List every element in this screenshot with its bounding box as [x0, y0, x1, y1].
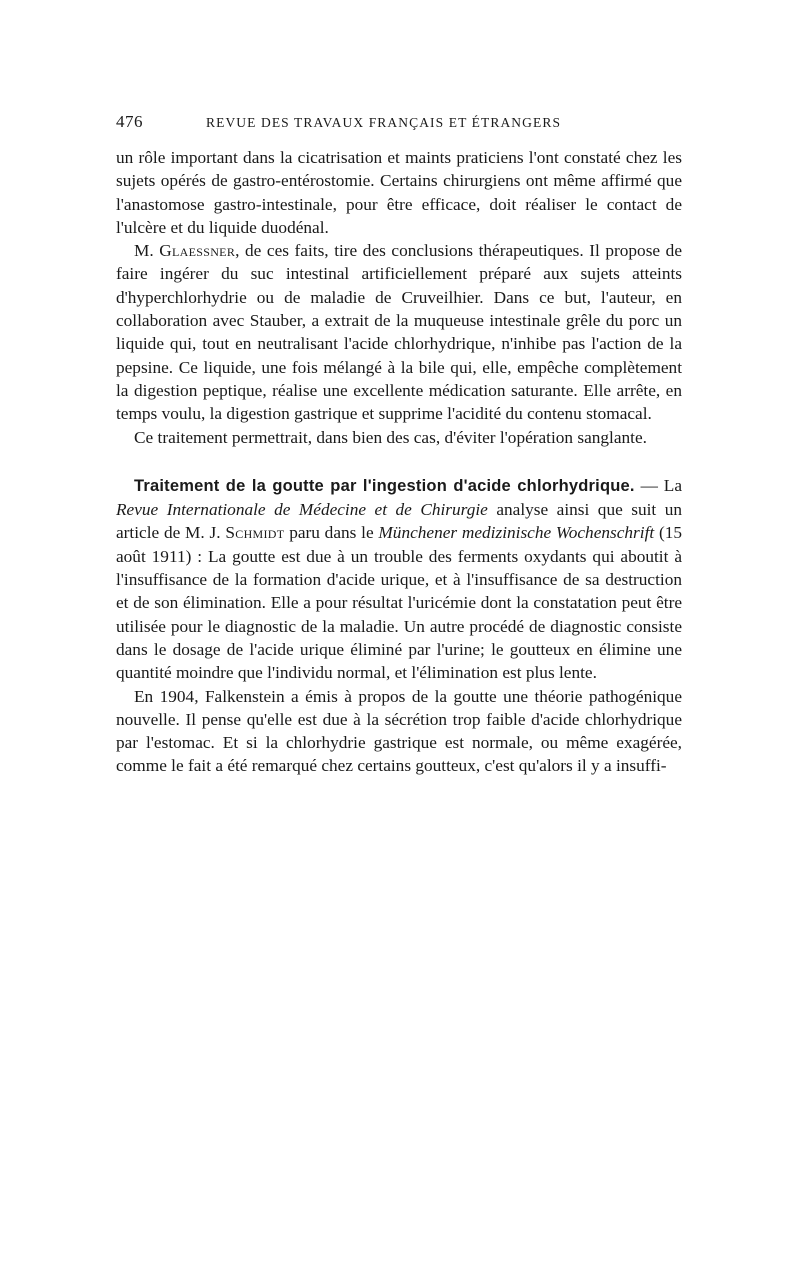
paragraph-4 [116, 474, 682, 685]
book-page [116, 112, 682, 778]
running-title: REVUE DES TRAVAUX FRANÇAIS ET ÉTRANGERS [206, 115, 562, 130]
paragraph-4-text-c: (15 août 1911) : La goutte est due à un trouble des ferments oxydants qui aboutit à l'insuffisance de la formation d'acide urique, et à l'insuffisance de sa destruction et de son élimination. Elle a pour résultat l'uricémie dont la constatation peut être utilisée pour le diagnostic de la maladie. Un autre procédé de diagnostic consiste dans le dosage de l'acide urique éliminé par l'urine; le goutteux en élimine une quantité moindre que l'individu normal, et l'élimination est plus lente. [116, 523, 683, 683]
paragraph-4-text-a: analyse ainsi que suit un article de M. J. [116, 500, 683, 543]
body-text [116, 146, 682, 778]
paragraph-3: Ce traitement permettrait, dans bien des cas, d'éviter l'opération sanglante. [134, 427, 647, 447]
page-number: 476 [116, 112, 143, 131]
author-schmidt: Schmidt [225, 523, 285, 543]
heading-dash: — La [634, 475, 682, 495]
section-gap [116, 449, 682, 474]
journal-revue-internationale: Revue Internationale de Médecine et de Chirurgie [116, 500, 488, 520]
journal-munchener: Münchener medizinische Wochenschrift [378, 523, 655, 543]
paragraph-2-text: , de ces faits, tire des conclusions thérapeutiques. Il propose de faire ingérer du suc intestinal artificiellement préparé aux sujets atteints d'hyperchlorhydrie ou de maladie de Cruveilhier. Dans ce but, l'auteur, en collaboration avec Stauber, a extrait de la muqueuse intestinale grêle du porc un liquide qui, tout en neutralisant l'acide chlorhydrique, n'inhibe pas l'action de la pepsine. Ce liquide, une fois mélangé à la bile qui, elle, empêche complètement la digestion peptique, réalise une excellente médication saturante. Elle arrête, en temps voulu, la digestion gastrique et supprime l'acidité du contenu stomacal. [116, 241, 682, 424]
paragraph-1: un rôle important dans la cicatrisation et maints praticiens l'ont constaté chez les sujets opérés de gastro-entérostomie. Certains chirurgiens ont même affirmé que l'anastomose gastro-intestinale, pour être efficace, doit réaliser le contact de l'ulcère et du liquide duodénal. [116, 148, 682, 237]
paragraph-2-lead: M. [134, 241, 160, 261]
paragraph-4-text-b: paru dans le [284, 523, 379, 543]
author-glaessner: Glaessner [159, 241, 236, 261]
running-header [116, 112, 682, 146]
paragraph-5: En 1904, Falkenstein a émis à propos de la goutte une théorie pathogénique nouvelle. Il pense qu'elle est due à la sécrétion trop faible d'acide chlorhydrique par l'estomac. Et si la chlorhydrie gastrique est normale, ou même exagérée, comme le fait a été remarqué chez certains goutteux, c'est qu'alors il y a insuffi- [116, 686, 682, 776]
section-heading: Traitement de la goutte par l'ingestion d'acide chlorhydrique. [134, 476, 635, 495]
paragraph-2 [116, 239, 682, 425]
